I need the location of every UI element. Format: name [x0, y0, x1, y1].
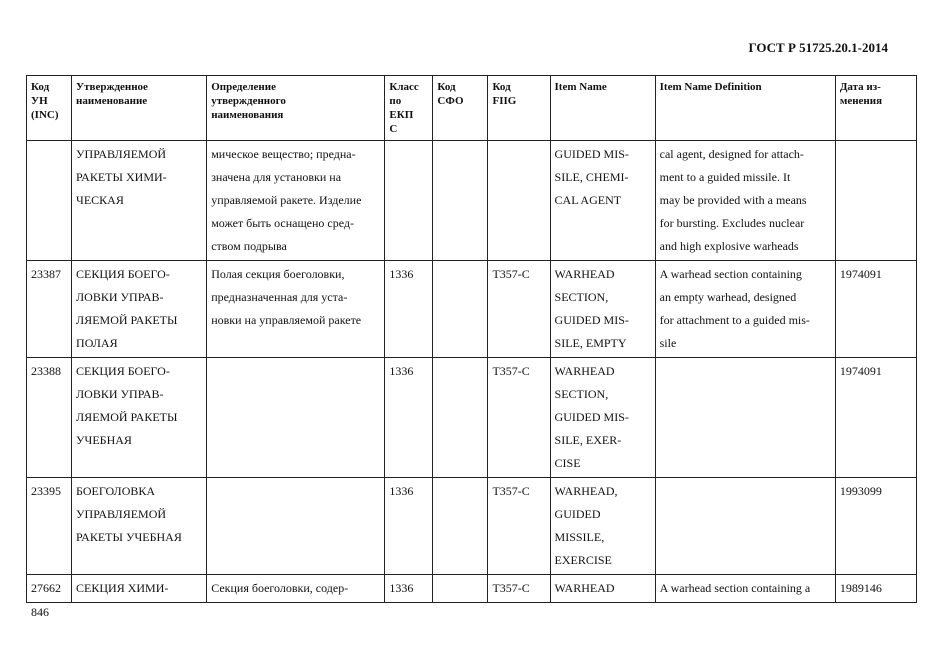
item-definition-cell [655, 358, 835, 478]
header-line: наименования [211, 109, 284, 121]
cell-line: GUIDED MIS- [554, 147, 629, 161]
cell-line: WARHEAD [554, 581, 615, 595]
cell-line: for bursting. Excludes nuclear [659, 216, 805, 230]
header-line: Класс [389, 81, 419, 93]
name-cell [72, 261, 207, 358]
fiig-cell: T357-C [488, 358, 550, 478]
table-header-row [27, 76, 917, 141]
cell-line: УПРАВЛЯЕМОЙ [76, 147, 167, 161]
cell-line: GUIDED MIS- [554, 313, 629, 327]
cell-line: предназначенная для уста- [211, 290, 348, 304]
col-item-name-header [550, 76, 655, 141]
class-cell [385, 141, 433, 261]
code-cell: 27662 [27, 575, 72, 603]
code-cell: 23388 [27, 358, 72, 478]
cell-line: may be provided with a means [659, 193, 807, 207]
item-name-cell [550, 358, 655, 478]
definition-cell [207, 478, 385, 575]
definition-cell [207, 141, 385, 261]
header-line: утвержденного [211, 95, 286, 107]
cell-line: Секция боеголовки, содер- [211, 581, 349, 595]
header-line: ЕКП [389, 109, 414, 121]
fiig-cell: T357-C [488, 261, 550, 358]
cell-line: an empty warhead, designed [659, 290, 797, 304]
sfo-cell [433, 358, 488, 478]
cell-line: CISE [554, 456, 581, 470]
class-cell: 1336 [385, 575, 433, 603]
cell-line: GUIDED [554, 507, 601, 521]
cell-line: СЕКЦИЯ ХИМИ- [76, 581, 169, 595]
header-line: по [389, 95, 402, 107]
cell-line: EXERCISE [554, 553, 612, 567]
table-row [27, 141, 917, 261]
header-line: С [389, 123, 398, 135]
cell-line: SECTION, [554, 387, 609, 401]
sfo-cell [433, 261, 488, 358]
col-item-definition-header [655, 76, 835, 141]
class-cell: 1336 [385, 358, 433, 478]
cell-line: ЛОВКИ УПРАВ- [76, 290, 164, 304]
header-line: менения [839, 95, 883, 107]
cell-line: sile [659, 336, 677, 350]
date-cell: 1989146 [835, 575, 916, 603]
cell-line: Полая секция боеголовки, [211, 267, 345, 281]
name-cell [72, 478, 207, 575]
cell-line: ЧЕСКАЯ [76, 193, 124, 207]
table-row [27, 261, 917, 358]
definition-cell [207, 261, 385, 358]
cell-line: WARHEAD, [554, 484, 618, 498]
item-name-cell [550, 261, 655, 358]
sfo-cell [433, 478, 488, 575]
cell-line: SILE, EMPTY [554, 336, 627, 350]
cell-line: БОЕГОЛОВКА [76, 484, 156, 498]
name-cell [72, 358, 207, 478]
cell-line: WARHEAD [554, 267, 615, 281]
definition-cell [207, 358, 385, 478]
col-sfo-header [433, 76, 488, 141]
cell-line: новки на управляемой ракете [211, 313, 362, 327]
sfo-cell [433, 575, 488, 603]
page-number: 846 [31, 605, 49, 619]
catalog-table [26, 75, 917, 603]
sfo-cell [433, 141, 488, 261]
cell-line: может быть оснащено сред- [211, 216, 355, 230]
item-definition-cell [655, 141, 835, 261]
header-line: Item Name Definition [659, 81, 762, 93]
table-row [27, 575, 917, 603]
code-cell: 23387 [27, 261, 72, 358]
cell-line: управляемой ракете. Изделие [211, 193, 362, 207]
col-class-header [385, 76, 433, 141]
class-cell: 1336 [385, 261, 433, 358]
header-line: FIIG [492, 95, 517, 107]
col-fiig-header [488, 76, 550, 141]
cell-line: УЧЕБНАЯ [76, 433, 132, 447]
header-line: наименование [76, 95, 148, 107]
header-line: Код [492, 81, 511, 93]
table-body [27, 141, 917, 603]
class-cell: 1336 [385, 478, 433, 575]
cell-line: MISSILE, [554, 530, 605, 544]
cell-line: CAL AGENT [554, 193, 622, 207]
col-definition-header [207, 76, 385, 141]
header-line: Код [437, 81, 456, 93]
header-line: СФО [437, 95, 464, 107]
cell-line: значена для установки на [211, 170, 342, 184]
col-name-header [72, 76, 207, 141]
header-line: Утвержденное [76, 81, 148, 93]
table-row [27, 358, 917, 478]
cell-line: ment to a guided missile. It [659, 170, 791, 184]
cell-line: A warhead section containing [659, 267, 802, 281]
item-definition-cell [655, 478, 835, 575]
cell-line: for attachment to a guided mis- [659, 313, 810, 327]
cell-line: УПРАВЛЯЕМОЙ [76, 507, 167, 521]
cell-line: A warhead section containing a [659, 581, 811, 595]
header-line: (INC) [31, 109, 59, 121]
header-line: УН [31, 95, 48, 107]
cell-line: SILE, CHEMI- [554, 170, 629, 184]
date-cell: 1974091 [835, 358, 916, 478]
cell-line: ЛЯЕМОЙ РАКЕТЫ [76, 410, 178, 424]
cell-line: GUIDED MIS- [554, 410, 629, 424]
date-cell: 1993099 [835, 478, 916, 575]
col-code-header [27, 76, 72, 141]
header-line: Item Name [554, 81, 607, 93]
table-row [27, 478, 917, 575]
item-definition-cell [655, 575, 835, 603]
code-cell: 23395 [27, 478, 72, 575]
cell-line: cal agent, designed for attach- [659, 147, 804, 161]
fiig-cell [488, 141, 550, 261]
cell-line: ПОЛАЯ [76, 336, 118, 350]
definition-cell [207, 575, 385, 603]
cell-line: WARHEAD [554, 364, 615, 378]
code-cell [27, 141, 72, 261]
cell-line: СЕКЦИЯ БОЕГО- [76, 364, 170, 378]
cell-line: РАКЕТЫ ХИМИ- [76, 170, 167, 184]
name-cell [72, 141, 207, 261]
date-cell [835, 141, 916, 261]
item-name-cell [550, 141, 655, 261]
date-cell: 1974091 [835, 261, 916, 358]
header-line: Дата из- [839, 81, 881, 93]
cell-line: ством подрыва [211, 239, 287, 253]
fiig-cell: T357-C [488, 478, 550, 575]
header-line: Код [31, 81, 50, 93]
cell-line: мическое вещество; предна- [211, 147, 356, 161]
cell-line: ЛЯЕМОЙ РАКЕТЫ [76, 313, 178, 327]
header-line: Определение [211, 81, 276, 93]
cell-line: СЕКЦИЯ БОЕГО- [76, 267, 170, 281]
col-date-header [835, 76, 916, 141]
cell-line: ЛОВКИ УПРАВ- [76, 387, 164, 401]
item-definition-cell [655, 261, 835, 358]
fiig-cell: T357-C [488, 575, 550, 603]
cell-line: РАКЕТЫ УЧЕБНАЯ [76, 530, 182, 544]
name-cell [72, 575, 207, 603]
item-name-cell [550, 478, 655, 575]
cell-line: and high explosive warheads [659, 239, 799, 253]
cell-line: SILE, EXER- [554, 433, 622, 447]
cell-line: SECTION, [554, 290, 609, 304]
item-name-cell [550, 575, 655, 603]
document-id: ГОСТ Р 51725.20.1-2014 [748, 40, 888, 55]
